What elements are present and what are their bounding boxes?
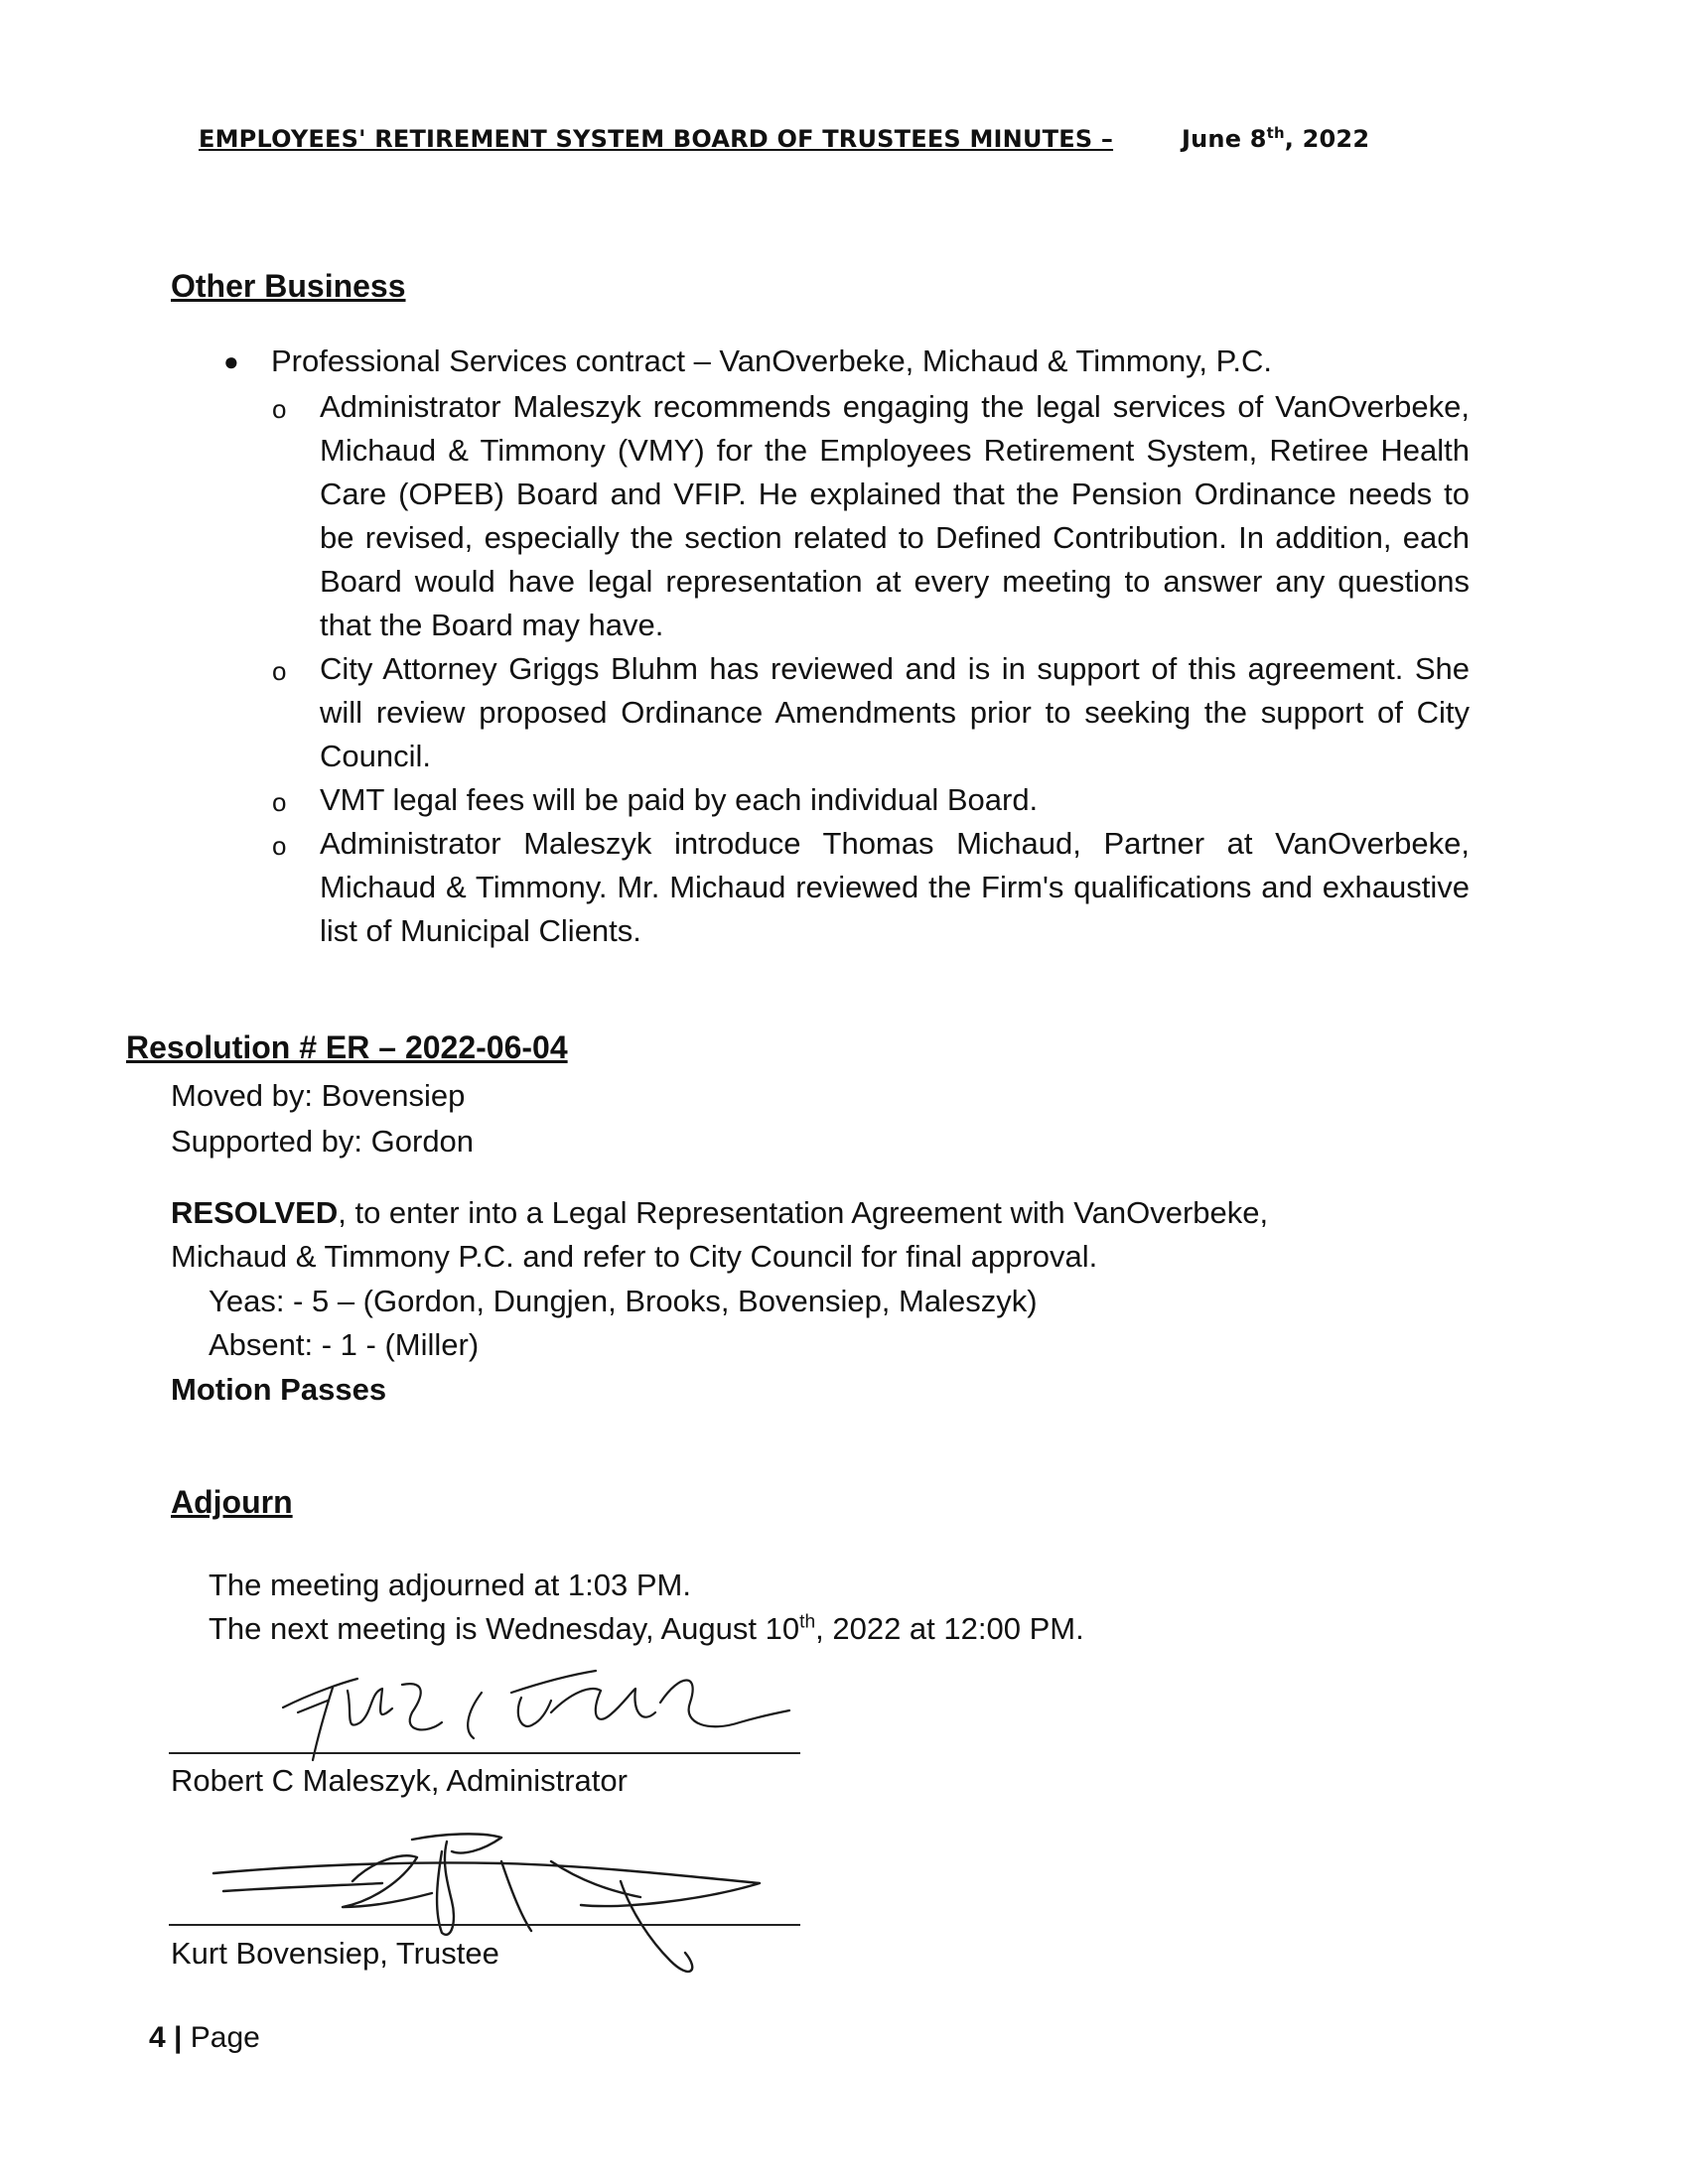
sub-item-text: City Attorney Griggs Bluhm has reviewed and is in support of this agreement. She will review proposed Ordinance Amendments prior to seeking the support of City Council. <box>320 651 1470 773</box>
resolved-label: RESOLVED <box>171 1195 339 1230</box>
resolution-supported-by: Supported by: Gordon <box>171 1124 475 1159</box>
signer-2-name: Kurt Bovensiep, Trustee <box>171 1936 499 1971</box>
next-meeting-text: The next meeting is Wednesday, August 10 <box>209 1611 800 1646</box>
next-meeting <box>209 1607 1084 1652</box>
sub-item-text: Administrator Maleszyk introduce Thomas Michaud, Partner at VanOverbeke, Michaud & Timmony. Mr. Michaud reviewed the Firm's qualifications and exhaustive list of Municipal Clients. <box>320 826 1470 948</box>
adjourn-heading: Adjourn <box>171 1484 293 1520</box>
sub-item <box>268 385 1470 647</box>
bullet-text: Professional Services contract – VanOverbeke, Michaud & Timmony, P.C. <box>271 343 1272 378</box>
page-separator: | <box>174 2021 183 2054</box>
resolution-moved-by: Moved by: Bovensiep <box>171 1078 466 1113</box>
hollow-bullet-icon: o <box>272 787 287 817</box>
header-date-year: , 2022 <box>1284 125 1370 153</box>
resolution-resolved-line-1 <box>171 1191 1268 1236</box>
sub-item <box>268 822 1470 953</box>
bullet-dot-icon: ● <box>223 346 239 376</box>
other-business-heading: Other Business <box>171 268 406 304</box>
resolution-yeas: Yeas: - 5 – (Gordon, Dungjen, Brooks, Bovensiep, Maleszyk) <box>209 1284 1038 1318</box>
resolution-resolved-line-2: Michaud & Timmony P.C. and refer to City Council for final approval. <box>171 1239 1098 1274</box>
hollow-bullet-icon: o <box>272 656 287 686</box>
signer-1-name: Robert C Maleszyk, Administrator <box>171 1763 628 1798</box>
page-footer <box>149 2021 260 2055</box>
sub-item <box>268 778 1470 822</box>
sub-item-list <box>268 385 1470 953</box>
resolved-text-1: , to enter into a Legal Representation Agreement with VanOverbeke, <box>338 1195 1269 1230</box>
resolution-heading: Resolution # ER – 2022-06-04 <box>126 1029 568 1065</box>
sub-item <box>268 647 1470 778</box>
sub-item-text: Administrator Maleszyk recommends engaging the legal services of VanOverbeke, Michaud & Timmony (VMY) for the Employees Retirement System, Retiree Health Care (OPEB) Board and VFIP. He explained that the Pension Ordinance needs to be revised, especially the section related to Defined Contribution. In addition, each Board would have legal representation at every meeting to answer any questions that the Board may have. <box>320 389 1470 642</box>
header-title: EMPLOYEES' RETIREMENT SYSTEM BOARD OF TRUSTEES MINUTES – <box>199 125 1114 153</box>
signature-line-1 <box>169 1752 800 1754</box>
page-number: 4 <box>149 2021 166 2054</box>
page-label: Page <box>190 2021 260 2054</box>
resolution-motion-result: Motion Passes <box>171 1372 387 1407</box>
adjourn-time: The meeting adjourned at 1:03 PM. <box>209 1568 691 1602</box>
resolution-absent: Absent: - 1 - (Miller) <box>209 1327 480 1362</box>
page-header <box>199 125 1380 153</box>
next-meeting-sup: th <box>799 1611 816 1633</box>
signature-maleszyk <box>253 1653 809 1767</box>
sub-item-text: VMT legal fees will be paid by each individual Board. <box>320 782 1039 817</box>
header-date-main: June 8 <box>1182 125 1267 153</box>
hollow-bullet-icon: o <box>272 394 287 424</box>
next-meeting-time: , 2022 at 12:00 PM. <box>815 1611 1084 1646</box>
hollow-bullet-icon: o <box>272 831 287 861</box>
signature-line-2 <box>169 1924 800 1926</box>
header-date <box>1182 125 1369 153</box>
header-date-sup: th <box>1266 124 1285 142</box>
